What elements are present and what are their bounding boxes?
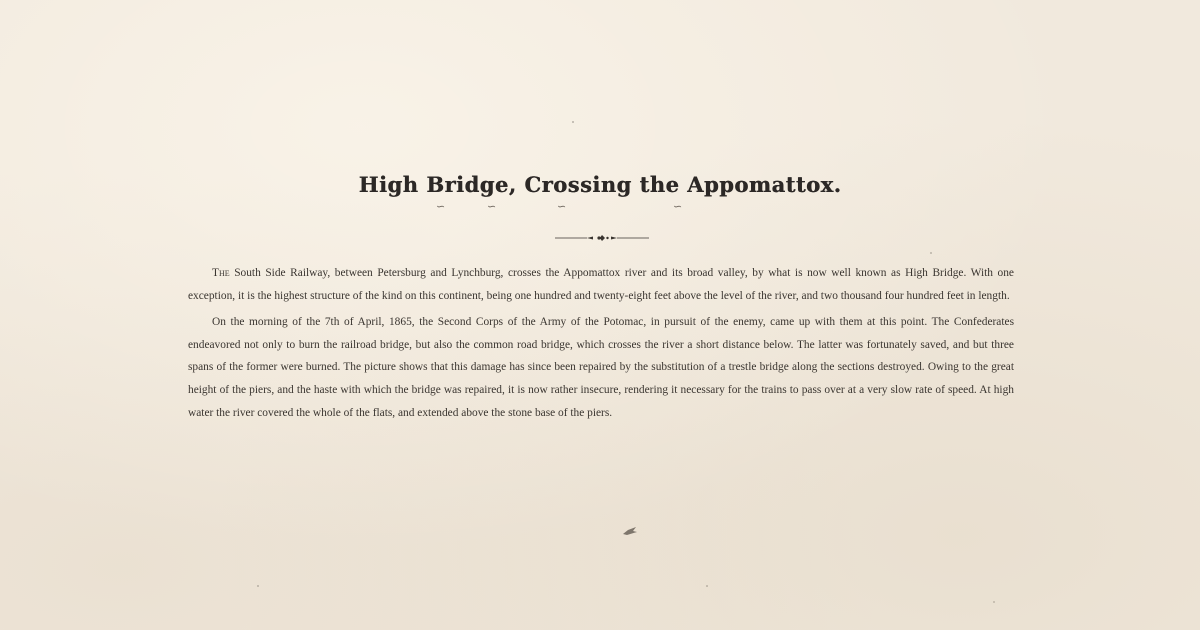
body-text <box>188 262 1014 428</box>
title-flourish-decoration: ∽ <box>557 200 567 213</box>
paper-speck <box>930 252 932 254</box>
paragraph-text: South Side Railway, between Petersburg and Lynchburg, crosses the Appomattox river and its broad valley, by what is now well known as High Bridge. With one exception, it is the highest structure of the kind on this continent, being one hundred and twenty-eight feet above the level of the river, and two thousand four hundred feet in length. <box>188 267 1014 302</box>
title-flourish-decoration: ∽ <box>487 200 497 213</box>
paper-speck <box>572 121 574 123</box>
divider-ornament <box>555 231 649 245</box>
paragraph <box>188 262 1014 307</box>
title-flourish-decoration: ∽ <box>673 200 683 213</box>
title-flourish-decoration: ∽ <box>436 200 446 213</box>
paper-speck <box>706 585 708 587</box>
page-title: High Bridge, Crossing the Appomattox. <box>358 172 842 197</box>
ink-smudge <box>622 526 638 536</box>
paper-speck <box>257 585 259 587</box>
paragraph-lead: The <box>212 267 230 279</box>
paragraph-text: On the morning of the 7th of April, 1865, the Second Corps of the Army of the Potomac, in pursuit of the enemy, came up with them at this point. The Confederates endeavored not only to burn the railroad bridge, but also the common road bridge, which crosses the river a short distance below. The latter was fortunately saved, and but three spans of the former were burned. The picture shows that this damage has since been repaired by the substitution of a trestle bridge along the sections destroyed. Owing to the great height of the piers, and the haste with which the bridge was repaired, it is now rather insecure, rendering it necessary for the trains to pass over at a very slow rate of speed. At high water the river covered the whole of the flats, and extended above the stone base of the piers. <box>188 316 1014 419</box>
paragraph <box>188 311 1014 424</box>
paper-speck <box>993 601 995 603</box>
